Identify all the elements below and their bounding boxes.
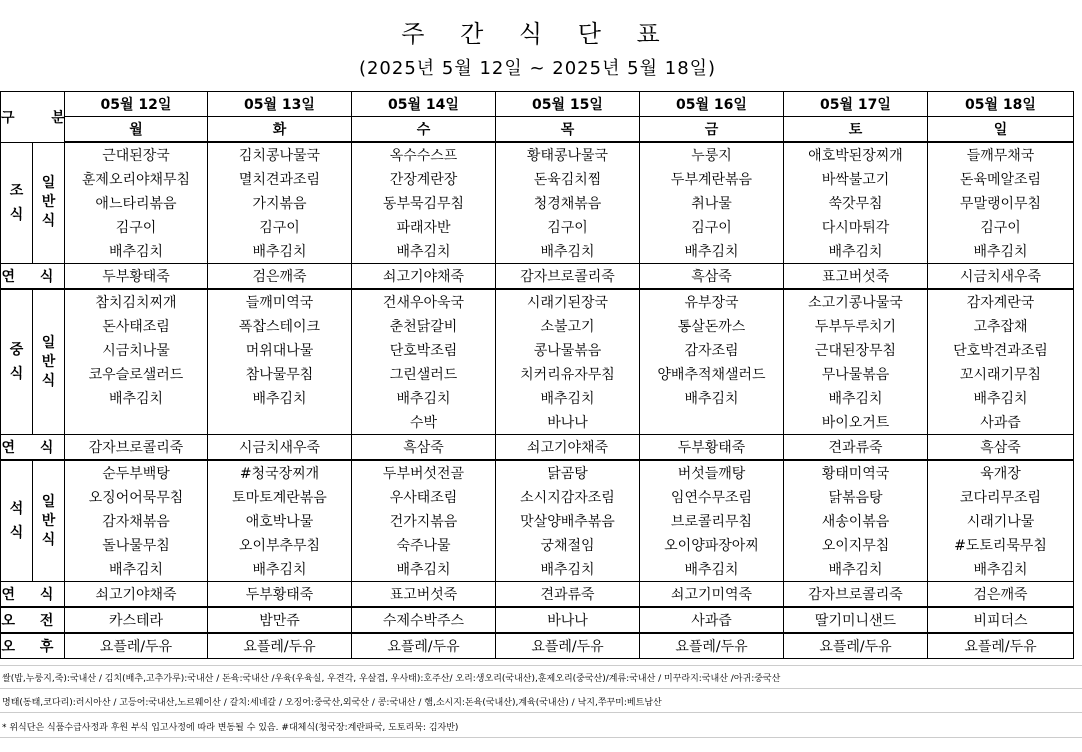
snack-pm-label: 오 후 bbox=[1, 633, 65, 659]
menu-item: 배추김치 bbox=[784, 386, 928, 410]
menu-item: 옥수수스프 bbox=[352, 142, 496, 167]
weekday-header: 금 bbox=[640, 117, 784, 143]
menu-item: 밤만쥬 bbox=[208, 607, 352, 633]
breakfast-label: 조 식 bbox=[1, 142, 33, 264]
menu-item: 멸치견과조림 bbox=[208, 167, 352, 191]
menu-item: 배추김치 bbox=[928, 239, 1074, 264]
breakfast-porridge-label: 연 식 bbox=[1, 264, 65, 290]
header-weekday-row bbox=[1, 117, 1074, 143]
menu-item: 두부두루치기 bbox=[784, 314, 928, 338]
menu-item: 배추김치 bbox=[65, 239, 208, 264]
page-title: 주 간 식 단 표 bbox=[401, 20, 674, 48]
menu-item: 누룽지 bbox=[640, 142, 784, 167]
menu-item: 토마토계란볶음 bbox=[208, 485, 352, 509]
menu-item: 요플레/두유 bbox=[208, 633, 352, 659]
menu-item: 코우슬로샐러드 bbox=[65, 362, 208, 386]
menu-item: 요플레/두유 bbox=[640, 633, 784, 659]
menu-item: 배추김치 bbox=[784, 239, 928, 264]
menu-item: 배추김치 bbox=[352, 239, 496, 264]
menu-item: 바나나 bbox=[496, 607, 640, 633]
origin-note-2: 명태(동태,코다리):러시아산 / 고등어:국내산,노르웨이산 / 갈치:세네갈 / 오징어:중국산,외국산 / 콩:국내산 / 햄,소시지:돈육(국내산),계육(국내산) / 낙지,쭈꾸미:베트남산 bbox=[2, 698, 662, 708]
weekday-header: 화 bbox=[208, 117, 352, 143]
menu-item: 머위대나물 bbox=[208, 338, 352, 362]
origin-note-1: 쌀(밥,누룽지,죽):국내산 / 김치(배추,고추가루):국내산 / 돈육:국내산 /우육(우육실, 우견각, 우살겹, 우사태):호주산/ 오리:생오리(국내산),훈제오리(중국산)/계류:국내산 / 미꾸라지:국내산 /아귀:중국산 bbox=[2, 674, 781, 684]
menu-item: 다시마튀각 bbox=[784, 215, 928, 239]
menu-item: 들깨미역국 bbox=[208, 289, 352, 314]
lunch-row bbox=[1, 386, 1074, 410]
menu-item: 배추김치 bbox=[208, 239, 352, 264]
menu-item: 들깨무채국 bbox=[928, 142, 1074, 167]
date-header: 05월 16일 bbox=[640, 92, 784, 117]
menu-item: 그린샐러드 bbox=[352, 362, 496, 386]
menu-item: 닭볶음탕 bbox=[784, 485, 928, 509]
menu-item: 배추김치 bbox=[496, 557, 640, 582]
menu-item: 유부장국 bbox=[640, 289, 784, 314]
menu-item: 오이지무침 bbox=[784, 533, 928, 557]
menu-item: 돈육김치찜 bbox=[496, 167, 640, 191]
lunch-row bbox=[1, 289, 1074, 314]
menu-item: 소불고기 bbox=[496, 314, 640, 338]
menu-table bbox=[0, 91, 1074, 659]
menu-item: 단호박조림 bbox=[352, 338, 496, 362]
menu-item: #도토리묵무침 bbox=[928, 533, 1074, 557]
lunch-row bbox=[1, 410, 1074, 435]
breakfast-row bbox=[1, 239, 1074, 264]
menu-item bbox=[640, 410, 784, 435]
menu-item: 감자조림 bbox=[640, 338, 784, 362]
menu-item: 양배추적채샐러드 bbox=[640, 362, 784, 386]
menu-item: 근대된장국 bbox=[65, 142, 208, 167]
menu-item: 배추김치 bbox=[640, 557, 784, 582]
menu-item: 카스테라 bbox=[65, 607, 208, 633]
substitution-note: * 위식단은 식품수급사정과 후원 부식 입고사정에 따라 변동될 수 있음. #대체식(청국장:계란파국, 도토리묵: 김자반) bbox=[2, 723, 459, 733]
menu-item: 참나물무침 bbox=[208, 362, 352, 386]
menu-item: 배추김치 bbox=[928, 386, 1074, 410]
menu-item: 춘천닭갈비 bbox=[352, 314, 496, 338]
menu-item: 건새우아욱국 bbox=[352, 289, 496, 314]
menu-item: 김구이 bbox=[496, 215, 640, 239]
menu-item: 견과류죽 bbox=[496, 582, 640, 608]
menu-item: 요플레/두유 bbox=[352, 633, 496, 659]
date-header: 05월 13일 bbox=[208, 92, 352, 117]
menu-item: 오징어어묵무침 bbox=[65, 485, 208, 509]
weekday-header: 목 bbox=[496, 117, 640, 143]
breakfast-type-label: 일 반 식 bbox=[33, 142, 65, 264]
menu-item: 간장계란장 bbox=[352, 167, 496, 191]
menu-item: 배추김치 bbox=[65, 386, 208, 410]
menu-item: 황태미역국 bbox=[784, 460, 928, 485]
header-date-row bbox=[1, 92, 1074, 117]
menu-item: 김구이 bbox=[208, 215, 352, 239]
menu-item: 애느타리볶음 bbox=[65, 191, 208, 215]
menu-item: 감자브로콜리죽 bbox=[65, 435, 208, 461]
menu-item: 김구이 bbox=[640, 215, 784, 239]
date-header: 05월 17일 bbox=[784, 92, 928, 117]
dinner-row bbox=[1, 509, 1074, 533]
menu-item: 콩나물볶음 bbox=[496, 338, 640, 362]
menu-item: 단호박견과조림 bbox=[928, 338, 1074, 362]
lunch-row bbox=[1, 314, 1074, 338]
dinner-row bbox=[1, 533, 1074, 557]
menu-item: 소고기콩나물국 bbox=[784, 289, 928, 314]
menu-item: 치커리유자무침 bbox=[496, 362, 640, 386]
weekday-header: 월 bbox=[65, 117, 208, 143]
menu-item: 비피더스 bbox=[928, 607, 1074, 633]
dinner-label: 석 식 bbox=[1, 460, 33, 582]
breakfast-porridge-row bbox=[1, 264, 1074, 290]
date-header: 05월 14일 bbox=[352, 92, 496, 117]
menu-item: 배추김치 bbox=[208, 557, 352, 582]
menu-item: 통살돈까스 bbox=[640, 314, 784, 338]
menu-item: 요플레/두유 bbox=[496, 633, 640, 659]
menu-item: 코다리무조림 bbox=[928, 485, 1074, 509]
menu-item: 김치콩나물국 bbox=[208, 142, 352, 167]
menu-item: 쑥갓무침 bbox=[784, 191, 928, 215]
menu-item: 배추김치 bbox=[208, 386, 352, 410]
date-header: 05월 15일 bbox=[496, 92, 640, 117]
dinner-porridge-label: 연 식 bbox=[1, 582, 65, 608]
menu-item: 딸기미니샌드 bbox=[784, 607, 928, 633]
menu-item: 가지볶음 bbox=[208, 191, 352, 215]
menu-item: 파래자반 bbox=[352, 215, 496, 239]
menu-item: 배추김치 bbox=[352, 386, 496, 410]
menu-item: 고추잡채 bbox=[928, 314, 1074, 338]
menu-item: 숙주나물 bbox=[352, 533, 496, 557]
menu-item: 감자계란국 bbox=[928, 289, 1074, 314]
menu-item: 검은깨죽 bbox=[928, 582, 1074, 608]
weekday-header: 일 bbox=[928, 117, 1074, 143]
menu-item: 폭찹스테이크 bbox=[208, 314, 352, 338]
menu-item: 근대된장무침 bbox=[784, 338, 928, 362]
weekday-header: 토 bbox=[784, 117, 928, 143]
snack-am-label: 오 전 bbox=[1, 607, 65, 633]
menu-item: 육개장 bbox=[928, 460, 1074, 485]
menu-item: 시래기나물 bbox=[928, 509, 1074, 533]
menu-item: 돌나물무침 bbox=[65, 533, 208, 557]
menu-item: 오이양파장아찌 bbox=[640, 533, 784, 557]
menu-item: 닭곰탕 bbox=[496, 460, 640, 485]
date-header: 05월 18일 bbox=[928, 92, 1074, 117]
menu-item: 요플레/두유 bbox=[65, 633, 208, 659]
menu-item: 김구이 bbox=[65, 215, 208, 239]
menu-item: 소시지감자조림 bbox=[496, 485, 640, 509]
lunch-row bbox=[1, 362, 1074, 386]
menu-item: #청국장찌개 bbox=[208, 460, 352, 485]
menu-item: 버섯들깨탕 bbox=[640, 460, 784, 485]
menu-item: 동부묵김무침 bbox=[352, 191, 496, 215]
dinner-row bbox=[1, 485, 1074, 509]
breakfast-row bbox=[1, 191, 1074, 215]
menu-item: 브로콜리무침 bbox=[640, 509, 784, 533]
menu-item: 청경채볶음 bbox=[496, 191, 640, 215]
menu-item: 바이오거트 bbox=[784, 410, 928, 435]
menu-item: 두부계란볶음 bbox=[640, 167, 784, 191]
menu-item: 견과류죽 bbox=[784, 435, 928, 461]
gubun-label: 구 분 bbox=[1, 92, 65, 143]
menu-item: 수박 bbox=[352, 410, 496, 435]
menu-item: 시금치새우죽 bbox=[928, 264, 1074, 290]
breakfast-row bbox=[1, 142, 1074, 167]
menu-item: 쇠고기야채죽 bbox=[65, 582, 208, 608]
menu-item: 시금치나물 bbox=[65, 338, 208, 362]
breakfast-row bbox=[1, 215, 1074, 239]
date-header: 05월 12일 bbox=[65, 92, 208, 117]
dinner-row bbox=[1, 557, 1074, 582]
menu-item: 배추김치 bbox=[640, 386, 784, 410]
menu-item: 감자채볶음 bbox=[65, 509, 208, 533]
menu-item: 감자브로콜리죽 bbox=[496, 264, 640, 290]
breakfast-row bbox=[1, 167, 1074, 191]
menu-item: 김구이 bbox=[928, 215, 1074, 239]
menu-item: 훈제오리야채무침 bbox=[65, 167, 208, 191]
menu-item: 감자브로콜리죽 bbox=[784, 582, 928, 608]
menu-item: 순두부백탕 bbox=[65, 460, 208, 485]
menu-item: 사과즙 bbox=[928, 410, 1074, 435]
snack-pm-row bbox=[1, 633, 1074, 659]
menu-item: 맛살양배추볶음 bbox=[496, 509, 640, 533]
menu-item: 배추김치 bbox=[352, 557, 496, 582]
dinner-type-label: 일 반 식 bbox=[33, 460, 65, 582]
menu-item: 배추김치 bbox=[496, 239, 640, 264]
menu-item: 두부버섯전골 bbox=[352, 460, 496, 485]
menu-item: 새송이볶음 bbox=[784, 509, 928, 533]
lunch-porridge-row bbox=[1, 435, 1074, 461]
menu-item: 요플레/두유 bbox=[928, 633, 1074, 659]
menu-item: 시금치새우죽 bbox=[208, 435, 352, 461]
menu-item: 배추김치 bbox=[784, 557, 928, 582]
menu-item: 검은깨죽 bbox=[208, 264, 352, 290]
menu-item: 건가지볶음 bbox=[352, 509, 496, 533]
snack-am-row bbox=[1, 607, 1074, 633]
menu-item: 흑삼죽 bbox=[352, 435, 496, 461]
menu-item: 시래기된장국 bbox=[496, 289, 640, 314]
menu-item: 바나나 bbox=[496, 410, 640, 435]
menu-item: 두부황태죽 bbox=[640, 435, 784, 461]
menu-item: 배추김치 bbox=[496, 386, 640, 410]
menu-item: 돈사태조림 bbox=[65, 314, 208, 338]
menu-item: 애호박나물 bbox=[208, 509, 352, 533]
menu-item: 애호박된장찌개 bbox=[784, 142, 928, 167]
menu-item bbox=[208, 410, 352, 435]
menu-item: 우사태조림 bbox=[352, 485, 496, 509]
menu-item: 바싹불고기 bbox=[784, 167, 928, 191]
lunch-row bbox=[1, 338, 1074, 362]
menu-item: 배추김치 bbox=[928, 557, 1074, 582]
menu-item: 황태콩나물국 bbox=[496, 142, 640, 167]
menu-item: 두부황태죽 bbox=[65, 264, 208, 290]
menu-item: 흑삼죽 bbox=[640, 264, 784, 290]
dinner-porridge-row bbox=[1, 582, 1074, 608]
menu-item: 임연수무조림 bbox=[640, 485, 784, 509]
date-range: (2025년 5월 12일 ~ 2025년 5월 18일) bbox=[358, 58, 717, 79]
weekday-header: 수 bbox=[352, 117, 496, 143]
menu-item: 표고버섯죽 bbox=[352, 582, 496, 608]
lunch-label: 중 식 bbox=[1, 289, 33, 435]
menu-item: 취나물 bbox=[640, 191, 784, 215]
menu-item: 쇠고기야채죽 bbox=[496, 435, 640, 461]
menu-item: 무나물볶음 bbox=[784, 362, 928, 386]
menu-item: 흑삼죽 bbox=[928, 435, 1074, 461]
menu-item: 쇠고기미역죽 bbox=[640, 582, 784, 608]
menu-item: 배추김치 bbox=[640, 239, 784, 264]
menu-item: 표고버섯죽 bbox=[784, 264, 928, 290]
menu-item: 배추김치 bbox=[65, 557, 208, 582]
menu-item: 사과즙 bbox=[640, 607, 784, 633]
menu-item: 오이부추무침 bbox=[208, 533, 352, 557]
lunch-porridge-label: 연 식 bbox=[1, 435, 65, 461]
menu-item: 돈육메알조림 bbox=[928, 167, 1074, 191]
menu-item bbox=[65, 410, 208, 435]
lunch-type-label: 일 반 식 bbox=[33, 289, 65, 435]
menu-item: 꼬시래기무침 bbox=[928, 362, 1074, 386]
menu-item: 쇠고기야채죽 bbox=[352, 264, 496, 290]
menu-item: 요플레/두유 bbox=[784, 633, 928, 659]
menu-item: 수제수박주스 bbox=[352, 607, 496, 633]
menu-item: 무말랭이무침 bbox=[928, 191, 1074, 215]
menu-item: 참치김치찌개 bbox=[65, 289, 208, 314]
menu-item: 두부황태죽 bbox=[208, 582, 352, 608]
menu-item: 궁채절임 bbox=[496, 533, 640, 557]
dinner-row bbox=[1, 460, 1074, 485]
